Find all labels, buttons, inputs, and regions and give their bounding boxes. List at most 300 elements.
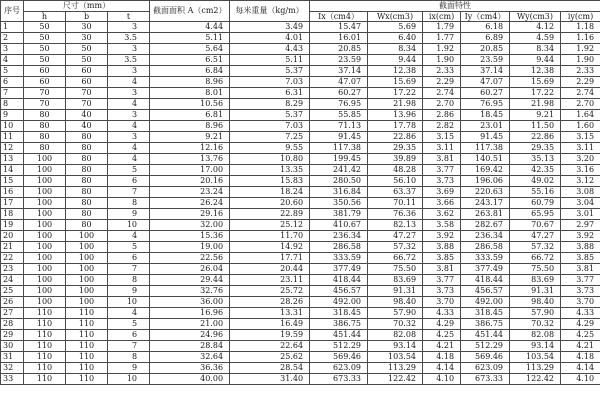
b-cell: 80 bbox=[66, 187, 108, 198]
iy-moment-cell: 286.58 bbox=[461, 242, 510, 253]
h-cell: 100 bbox=[24, 209, 66, 220]
ix-moment-cell: 418.44 bbox=[310, 275, 368, 286]
table-row bbox=[1, 286, 600, 297]
iy-moment-cell: 386.75 bbox=[461, 319, 510, 330]
ix-moment-cell: 381.79 bbox=[310, 209, 368, 220]
iy-moment-cell: 60.27 bbox=[461, 88, 510, 99]
wy-cell: 15.69 bbox=[510, 77, 561, 88]
weight-cell: 6.31 bbox=[230, 88, 310, 99]
t-cell: 5 bbox=[108, 242, 150, 253]
b-cell: 40 bbox=[66, 121, 108, 132]
iy-radius-cell: 1.60 bbox=[561, 121, 600, 132]
iy-radius-cell: 3.01 bbox=[561, 209, 600, 220]
table-row bbox=[1, 264, 600, 275]
wx-cell: 70.11 bbox=[368, 198, 423, 209]
weight-cell: 20.44 bbox=[230, 264, 310, 275]
wx-cell: 70.32 bbox=[368, 319, 423, 330]
t-cell: 4 bbox=[108, 121, 150, 132]
weight-cell: 23.11 bbox=[230, 275, 310, 286]
wx-cell: 57.90 bbox=[368, 308, 423, 319]
t-cell: 8 bbox=[108, 352, 150, 363]
t-cell: 3 bbox=[108, 44, 150, 55]
ix-moment-cell: 60.27 bbox=[310, 88, 368, 99]
area-cell: 29.44 bbox=[150, 275, 230, 286]
weight-cell: 13.31 bbox=[230, 308, 310, 319]
index-cell: 2 bbox=[1, 33, 24, 44]
h-cell: 100 bbox=[24, 297, 66, 308]
ix-moment-cell: 236.34 bbox=[310, 231, 368, 242]
index-cell: 24 bbox=[1, 275, 24, 286]
weight-cell: 25.62 bbox=[230, 352, 310, 363]
wy-cell: 98.40 bbox=[510, 297, 561, 308]
iy-radius-cell: 2.33 bbox=[561, 66, 600, 77]
ix-moment-cell: 456.57 bbox=[310, 286, 368, 297]
wy-cell: 12.38 bbox=[510, 66, 561, 77]
ix-moment-cell: 673.33 bbox=[310, 374, 368, 385]
index-cell: 28 bbox=[1, 319, 24, 330]
area-cell: 6.81 bbox=[150, 110, 230, 121]
wy-cell: 8.34 bbox=[510, 44, 561, 55]
t-cell: 10 bbox=[108, 220, 150, 231]
iy-moment-cell: 18.45 bbox=[461, 110, 510, 121]
t-cell: 6 bbox=[108, 330, 150, 341]
wx-cell: 13.96 bbox=[368, 110, 423, 121]
h-cell: 50 bbox=[24, 22, 66, 33]
t-cell: 8 bbox=[108, 275, 150, 286]
b-cell: 80 bbox=[66, 220, 108, 231]
weight-cell: 22.64 bbox=[230, 341, 310, 352]
iy-moment-cell: 492.00 bbox=[461, 297, 510, 308]
ix-moment-cell: 47.07 bbox=[310, 77, 368, 88]
wy-cell: 82.08 bbox=[510, 330, 561, 341]
iy-radius-cell: 3.92 bbox=[561, 231, 600, 242]
table-row bbox=[1, 209, 600, 220]
t-cell: 3 bbox=[108, 110, 150, 121]
wy-cell: 70.32 bbox=[510, 319, 561, 330]
iy-radius-cell: 3.12 bbox=[561, 176, 600, 187]
wx-cell: 98.40 bbox=[368, 297, 423, 308]
ix-radius-cell: 4.33 bbox=[423, 308, 461, 319]
h-cell: 80 bbox=[24, 121, 66, 132]
ix-radius-cell: 3.73 bbox=[423, 286, 461, 297]
index-cell: 3 bbox=[1, 44, 24, 55]
iy-radius-cell: 3.16 bbox=[561, 165, 600, 176]
ix-moment-header: Ix（cm4） bbox=[310, 11, 368, 22]
index-cell: 32 bbox=[1, 363, 24, 374]
weight-cell: 19.59 bbox=[230, 330, 310, 341]
index-header: 序号 bbox=[1, 1, 24, 22]
iy-radius-cell: 1.92 bbox=[561, 44, 600, 55]
iy-radius-cell: 4.33 bbox=[561, 308, 600, 319]
table-row bbox=[1, 143, 600, 154]
area-cell: 23.24 bbox=[150, 187, 230, 198]
index-cell: 22 bbox=[1, 253, 24, 264]
t-cell: 3.5 bbox=[108, 33, 150, 44]
ix-moment-cell: 15.47 bbox=[310, 22, 368, 33]
table-row bbox=[1, 121, 600, 132]
iy-radius-cell: 4.10 bbox=[561, 374, 600, 385]
b-cell: 100 bbox=[66, 275, 108, 286]
t-cell: 9 bbox=[108, 363, 150, 374]
h-cell: 100 bbox=[24, 264, 66, 275]
wy-cell: 93.14 bbox=[510, 341, 561, 352]
index-cell: 14 bbox=[1, 165, 24, 176]
weight-cell: 11.70 bbox=[230, 231, 310, 242]
iy-moment-cell: 456.57 bbox=[461, 286, 510, 297]
index-cell: 9 bbox=[1, 110, 24, 121]
ix-moment-cell: 280.50 bbox=[310, 176, 368, 187]
index-cell: 17 bbox=[1, 198, 24, 209]
index-cell: 29 bbox=[1, 330, 24, 341]
ix-moment-cell: 286.58 bbox=[310, 242, 368, 253]
b-cell: 60 bbox=[66, 66, 108, 77]
table-row bbox=[1, 308, 600, 319]
iy-moment-cell: 169.42 bbox=[461, 165, 510, 176]
wx-cell: 12.38 bbox=[368, 66, 423, 77]
ix-moment-cell: 316.84 bbox=[310, 187, 368, 198]
ix-radius-cell: 1.90 bbox=[423, 55, 461, 66]
iy-moment-cell: 282.67 bbox=[461, 220, 510, 231]
iy-radius-cell: 3.11 bbox=[561, 143, 600, 154]
iy-radius-cell: 4.29 bbox=[561, 319, 600, 330]
weight-cell: 7.25 bbox=[230, 132, 310, 143]
iy-moment-cell: 418.44 bbox=[461, 275, 510, 286]
iy-moment-cell: 220.63 bbox=[461, 187, 510, 198]
h-cell: 110 bbox=[24, 363, 66, 374]
iy-moment-cell: 512.29 bbox=[461, 341, 510, 352]
area-cell: 13.76 bbox=[150, 154, 230, 165]
b-cell: 50 bbox=[66, 55, 108, 66]
wy-cell: 47.27 bbox=[510, 231, 561, 242]
wy-cell: 60.79 bbox=[510, 198, 561, 209]
iy-radius-cell: 3.08 bbox=[561, 187, 600, 198]
wy-header: Wy(cm3) bbox=[510, 11, 561, 22]
area-cell: 24.96 bbox=[150, 330, 230, 341]
ix-radius-cell: 2.70 bbox=[423, 99, 461, 110]
h-cell: 110 bbox=[24, 308, 66, 319]
wy-cell: 4.59 bbox=[510, 33, 561, 44]
ix-moment-cell: 623.09 bbox=[310, 363, 368, 374]
ix-moment-cell: 512.29 bbox=[310, 341, 368, 352]
h-cell: 100 bbox=[24, 275, 66, 286]
area-cell: 21.00 bbox=[150, 319, 230, 330]
iy-radius-cell: 4.21 bbox=[561, 341, 600, 352]
wy-cell: 113.29 bbox=[510, 363, 561, 374]
b-cell: 40 bbox=[66, 110, 108, 121]
size-group-header: 尺寸（mm） bbox=[24, 1, 150, 12]
area-cell: 19.00 bbox=[150, 242, 230, 253]
iy-moment-cell: 236.34 bbox=[461, 231, 510, 242]
wy-cell: 9.44 bbox=[510, 55, 561, 66]
iy-radius-cell: 3.85 bbox=[561, 253, 600, 264]
index-cell: 12 bbox=[1, 143, 24, 154]
weight-cell: 25.12 bbox=[230, 220, 310, 231]
weight-cell: 16.49 bbox=[230, 319, 310, 330]
b-cell: 110 bbox=[66, 363, 108, 374]
ix-moment-cell: 492.00 bbox=[310, 297, 368, 308]
b-cell: 80 bbox=[66, 143, 108, 154]
wx-cell: 17.22 bbox=[368, 88, 423, 99]
iy-moment-cell: 117.38 bbox=[461, 143, 510, 154]
h-header: h bbox=[24, 11, 66, 22]
wy-cell: 103.54 bbox=[510, 352, 561, 363]
b-cell: 80 bbox=[66, 198, 108, 209]
weight-cell: 20.60 bbox=[230, 198, 310, 209]
ix-radius-cell: 3.81 bbox=[423, 264, 461, 275]
t-cell: 4 bbox=[108, 231, 150, 242]
index-cell: 21 bbox=[1, 242, 24, 253]
ix-moment-cell: 71.13 bbox=[310, 121, 368, 132]
wy-cell: 29.35 bbox=[510, 143, 561, 154]
wy-cell: 57.90 bbox=[510, 308, 561, 319]
iy-moment-cell: 91.45 bbox=[461, 132, 510, 143]
area-cell: 12.16 bbox=[150, 143, 230, 154]
t-cell: 3.5 bbox=[108, 55, 150, 66]
area-cell: 36.36 bbox=[150, 363, 230, 374]
iy-moment-cell: 6.89 bbox=[461, 33, 510, 44]
weight-cell: 17.71 bbox=[230, 253, 310, 264]
t-cell: 4 bbox=[108, 143, 150, 154]
ix-moment-cell: 569.46 bbox=[310, 352, 368, 363]
iy-radius-cell: 3.20 bbox=[561, 154, 600, 165]
iy-moment-cell: 76.95 bbox=[461, 99, 510, 110]
iy-radius-cell: 1.90 bbox=[561, 55, 600, 66]
b-cell: 30 bbox=[66, 33, 108, 44]
index-cell: 26 bbox=[1, 297, 24, 308]
table-row bbox=[1, 154, 600, 165]
b-cell: 100 bbox=[66, 253, 108, 264]
iy-moment-cell: 318.45 bbox=[461, 308, 510, 319]
table-row bbox=[1, 330, 600, 341]
ix-moment-cell: 318.45 bbox=[310, 308, 368, 319]
b-cell: 30 bbox=[66, 22, 108, 33]
table-row bbox=[1, 55, 600, 66]
table-row bbox=[1, 275, 600, 286]
iy-moment-cell: 263.81 bbox=[461, 209, 510, 220]
t-cell: 4 bbox=[108, 308, 150, 319]
ix-radius-cell: 3.70 bbox=[423, 297, 461, 308]
ix-moment-cell: 91.45 bbox=[310, 132, 368, 143]
ix-radius-header: ix(cm) bbox=[423, 11, 461, 22]
table-row bbox=[1, 66, 600, 77]
index-cell: 8 bbox=[1, 99, 24, 110]
index-cell: 31 bbox=[1, 352, 24, 363]
h-cell: 60 bbox=[24, 66, 66, 77]
b-cell: 70 bbox=[66, 88, 108, 99]
h-cell: 100 bbox=[24, 220, 66, 231]
ix-moment-cell: 55.85 bbox=[310, 110, 368, 121]
ix-moment-cell: 451.44 bbox=[310, 330, 368, 341]
t-cell: 7 bbox=[108, 187, 150, 198]
h-cell: 60 bbox=[24, 77, 66, 88]
h-cell: 110 bbox=[24, 374, 66, 385]
wx-cell: 48.28 bbox=[368, 165, 423, 176]
wy-cell: 57.32 bbox=[510, 242, 561, 253]
weight-cell: 13.35 bbox=[230, 165, 310, 176]
index-cell: 4 bbox=[1, 55, 24, 66]
index-cell: 1 bbox=[1, 22, 24, 33]
h-cell: 70 bbox=[24, 88, 66, 99]
area-cell: 36.00 bbox=[150, 297, 230, 308]
wy-cell: 42.35 bbox=[510, 165, 561, 176]
ix-radius-cell: 3.77 bbox=[423, 275, 461, 286]
h-cell: 80 bbox=[24, 143, 66, 154]
ix-moment-cell: 410.67 bbox=[310, 220, 368, 231]
b-cell: 100 bbox=[66, 231, 108, 242]
weight-cell: 7.03 bbox=[230, 77, 310, 88]
t-cell: 3 bbox=[108, 66, 150, 77]
ix-radius-cell: 3.66 bbox=[423, 198, 461, 209]
wx-cell: 113.29 bbox=[368, 363, 423, 374]
wy-cell: 65.95 bbox=[510, 209, 561, 220]
ix-radius-cell: 4.18 bbox=[423, 352, 461, 363]
iy-radius-header: iy(cm) bbox=[561, 11, 600, 22]
iy-moment-cell: 23.01 bbox=[461, 121, 510, 132]
table-row bbox=[1, 33, 600, 44]
wx-cell: 15.69 bbox=[368, 77, 423, 88]
ix-radius-cell: 2.86 bbox=[423, 110, 461, 121]
wy-cell: 70.67 bbox=[510, 220, 561, 231]
index-cell: 33 bbox=[1, 374, 24, 385]
wy-cell: 75.50 bbox=[510, 264, 561, 275]
h-cell: 100 bbox=[24, 154, 66, 165]
weight-cell: 7.03 bbox=[230, 121, 310, 132]
table-row bbox=[1, 319, 600, 330]
table-row bbox=[1, 253, 600, 264]
h-cell: 100 bbox=[24, 286, 66, 297]
h-cell: 110 bbox=[24, 319, 66, 330]
ix-moment-cell: 377.49 bbox=[310, 264, 368, 275]
area-cell: 29.16 bbox=[150, 209, 230, 220]
weight-cell: 22.89 bbox=[230, 209, 310, 220]
wx-cell: 5.69 bbox=[368, 22, 423, 33]
iy-moment-cell: 243.17 bbox=[461, 198, 510, 209]
iy-moment-header: Iy（cm4） bbox=[461, 11, 510, 22]
wy-cell: 55.16 bbox=[510, 187, 561, 198]
b-cell: 80 bbox=[66, 209, 108, 220]
ix-radius-cell: 3.92 bbox=[423, 231, 461, 242]
table-row bbox=[1, 231, 600, 242]
t-cell: 6 bbox=[108, 253, 150, 264]
iy-radius-cell: 1.16 bbox=[561, 33, 600, 44]
iy-moment-cell: 451.44 bbox=[461, 330, 510, 341]
ix-radius-cell: 3.62 bbox=[423, 209, 461, 220]
ix-moment-cell: 199.45 bbox=[310, 154, 368, 165]
b-cell: 110 bbox=[66, 330, 108, 341]
iy-radius-cell: 2.74 bbox=[561, 88, 600, 99]
b-cell: 110 bbox=[66, 319, 108, 330]
h-cell: 100 bbox=[24, 187, 66, 198]
weight-cell: 3.49 bbox=[230, 22, 310, 33]
h-cell: 100 bbox=[24, 176, 66, 187]
wx-cell: 21.98 bbox=[368, 99, 423, 110]
iy-radius-cell: 2.97 bbox=[561, 220, 600, 231]
area-cell: 32.64 bbox=[150, 352, 230, 363]
t-header: t bbox=[108, 11, 150, 22]
h-cell: 110 bbox=[24, 330, 66, 341]
area-cell: 40.00 bbox=[150, 374, 230, 385]
ix-radius-cell: 3.15 bbox=[423, 132, 461, 143]
table-row bbox=[1, 352, 600, 363]
iy-radius-cell: 4.25 bbox=[561, 330, 600, 341]
wx-cell: 56.10 bbox=[368, 176, 423, 187]
table-row bbox=[1, 22, 600, 33]
wx-cell: 47.27 bbox=[368, 231, 423, 242]
weight-cell: 31.40 bbox=[230, 374, 310, 385]
wx-cell: 29.35 bbox=[368, 143, 423, 154]
h-cell: 70 bbox=[24, 99, 66, 110]
h-cell: 100 bbox=[24, 242, 66, 253]
table-row bbox=[1, 176, 600, 187]
t-cell: 9 bbox=[108, 286, 150, 297]
h-cell: 100 bbox=[24, 198, 66, 209]
b-cell: 80 bbox=[66, 165, 108, 176]
iy-radius-cell: 2.29 bbox=[561, 77, 600, 88]
index-cell: 13 bbox=[1, 154, 24, 165]
ix-radius-cell: 2.29 bbox=[423, 77, 461, 88]
index-cell: 5 bbox=[1, 66, 24, 77]
weight-cell: 10.80 bbox=[230, 154, 310, 165]
iy-moment-cell: 569.46 bbox=[461, 352, 510, 363]
t-cell: 4 bbox=[108, 154, 150, 165]
wx-cell: 91.31 bbox=[368, 286, 423, 297]
ix-moment-cell: 76.95 bbox=[310, 99, 368, 110]
ix-moment-cell: 333.59 bbox=[310, 253, 368, 264]
ix-moment-cell: 117.38 bbox=[310, 143, 368, 154]
area-cell: 26.04 bbox=[150, 264, 230, 275]
wx-cell: 93.14 bbox=[368, 341, 423, 352]
wy-cell: 9.21 bbox=[510, 110, 561, 121]
table-row bbox=[1, 297, 600, 308]
weight-cell: 18.24 bbox=[230, 187, 310, 198]
t-cell: 7 bbox=[108, 341, 150, 352]
wy-cell: 22.86 bbox=[510, 132, 561, 143]
table-row bbox=[1, 88, 600, 99]
weight-cell: 28.26 bbox=[230, 297, 310, 308]
ix-radius-cell: 2.74 bbox=[423, 88, 461, 99]
h-cell: 80 bbox=[24, 110, 66, 121]
iy-radius-cell: 3.77 bbox=[561, 275, 600, 286]
bottom-fade-overlay bbox=[0, 390, 600, 400]
table-row bbox=[1, 99, 600, 110]
wy-cell: 66.72 bbox=[510, 253, 561, 264]
area-cell: 9.21 bbox=[150, 132, 230, 143]
area-cell: 28.84 bbox=[150, 341, 230, 352]
ix-radius-cell: 4.21 bbox=[423, 341, 461, 352]
wx-cell: 6.40 bbox=[368, 33, 423, 44]
weight-cell: 5.37 bbox=[230, 66, 310, 77]
t-cell: 4 bbox=[108, 99, 150, 110]
index-cell: 25 bbox=[1, 286, 24, 297]
iy-radius-cell: 2.70 bbox=[561, 99, 600, 110]
area-cell: 32.76 bbox=[150, 286, 230, 297]
b-cell: 100 bbox=[66, 264, 108, 275]
wy-cell: 17.22 bbox=[510, 88, 561, 99]
iy-moment-cell: 47.07 bbox=[461, 77, 510, 88]
iy-moment-cell: 333.59 bbox=[461, 253, 510, 264]
b-cell: 80 bbox=[66, 176, 108, 187]
t-cell: 7 bbox=[108, 264, 150, 275]
ix-moment-cell: 16.01 bbox=[310, 33, 368, 44]
weight-cell: 15.83 bbox=[230, 176, 310, 187]
b-cell: 110 bbox=[66, 308, 108, 319]
weight-cell: 5.11 bbox=[230, 55, 310, 66]
table-row bbox=[1, 44, 600, 55]
wx-cell: 76.36 bbox=[368, 209, 423, 220]
wx-cell: 83.69 bbox=[368, 275, 423, 286]
t-cell: 6 bbox=[108, 176, 150, 187]
iy-moment-cell: 377.49 bbox=[461, 264, 510, 275]
